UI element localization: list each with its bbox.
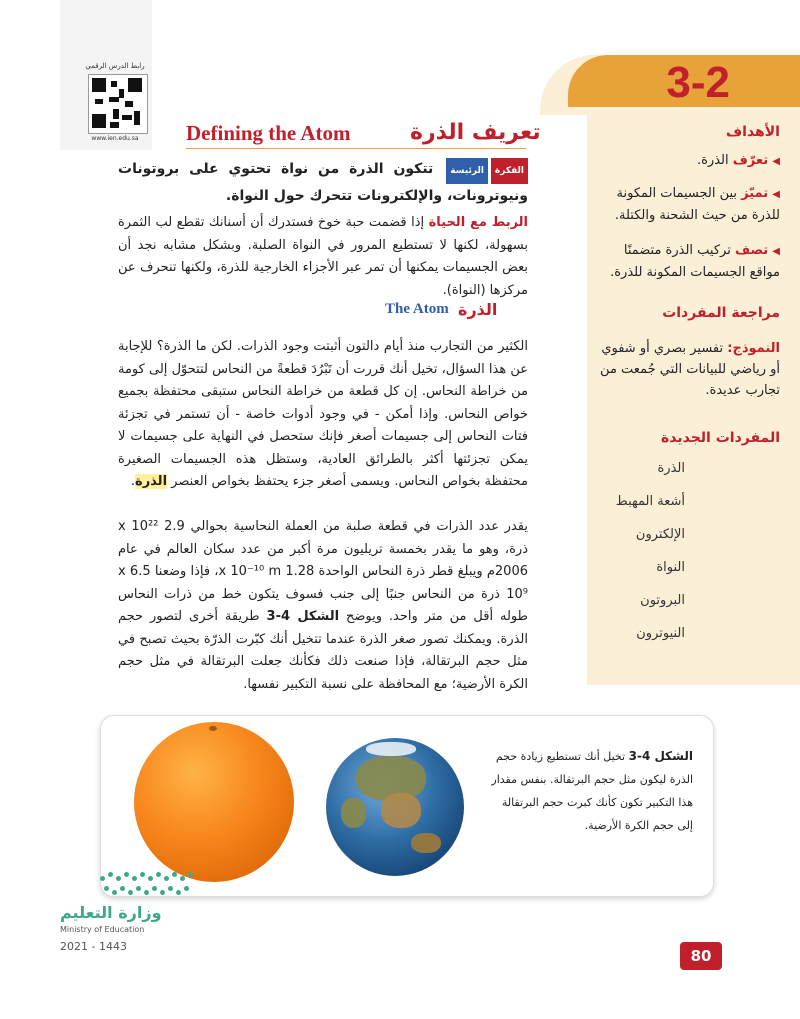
figure-label: الشكل 4-3 — [628, 749, 693, 763]
vocab-item[interactable]: البروتون — [640, 593, 685, 608]
subheading-english: The Atom — [385, 301, 449, 317]
real-world-label: الربط مع الحياة — [428, 215, 528, 230]
highlighted-term-atom: الذرة — [135, 474, 168, 489]
review-vocab-definition — [600, 338, 780, 401]
vocab-item[interactable]: النيوترون — [636, 626, 685, 641]
qr-url: www.ien.edu.sa — [91, 135, 139, 142]
main-idea-text: تتكون الذرة من نواة تحتوي على بروتونات ونيوترونات، والإلكترونات تتحرك حول النواة. — [118, 161, 528, 204]
objective-item — [600, 150, 780, 172]
ministry-name-arabic: وزارة التعليم — [60, 903, 162, 922]
objective-text: بين الجسيمات المكونة للذرة من حيث الشحنة والكتلة. — [614, 186, 780, 223]
section-title-arabic: تعريف الذرة — [410, 120, 541, 145]
real-world-paragraph — [118, 212, 528, 302]
objective-text: تركيب الذرة متضمنًا مواقع الجسيمات المكونة للذرة. — [610, 243, 780, 280]
vocab-item[interactable]: النواة — [656, 560, 685, 575]
ministry-logo-icon — [100, 868, 196, 902]
objective-verb: تصف — [734, 243, 769, 258]
figure-caption — [488, 745, 693, 837]
figure-caption-text: تخيل أنك تستطيع زيادة حجم الذرة ليكون مثل حجم البرتقالة. بنفس مقدار هذا التكبير تكون كأنك كبرت حجم البرتقالة إلى حجم الكرة الأرضية. — [491, 750, 693, 832]
objectives-heading: الأهداف — [725, 124, 780, 140]
review-term: النموذج: — [727, 341, 780, 356]
main-idea — [118, 157, 528, 208]
section-number: 3-2 — [666, 58, 730, 107]
paragraph-text: طريقة أخرى لتصور حجم الذرة. ويمكنك تصور صغر الذرة عندما تتخيل أنك كبّرت الذرّة بحيث تصبح في مثل حجم البرتقالة، فإذا صنعت ذلك فكأنك جعلت البرتقالة في مثل حجم الكرة الأرضية؛ مع المحافظة على نسبة التكبير نفسها. — [118, 609, 528, 692]
vocab-item[interactable]: أشعة المهبط — [615, 494, 685, 509]
objective-item — [600, 240, 780, 283]
subheading-arabic: الذرة — [458, 300, 498, 319]
objective-verb: تميّز — [741, 186, 769, 201]
objective-item — [600, 183, 780, 226]
objective-text: الذرة. — [696, 153, 733, 168]
qr-code[interactable] — [88, 74, 148, 134]
section-title-english: Defining the Atom — [186, 121, 351, 145]
real-world-text: إذا قضمت حبة خوخ فستدرك أن أسنانك تقطع لب الثمرة بسهولة، لكنها لا تستطيع المرور في النواة الصلبة. وبشكل مشابه نجد أن بعض الجسيمات يمكنها أن تمر عبر الأجزاء الخارجية للذرة، ولكنها تنحرف عن مركزها (النواة). — [118, 215, 528, 298]
triangle-bullet-icon: ◀ — [772, 189, 780, 200]
earth-image — [326, 738, 464, 876]
body-paragraph — [118, 336, 528, 494]
vocab-item[interactable]: الإلكترون — [635, 527, 685, 542]
review-def: تفسير بصري أو شفوي أو رياضي للبيانات التي جُمعت من تجارب عديدة. — [600, 341, 780, 398]
objective-verb: تعرّف — [732, 153, 769, 168]
paragraph-text: يقدر عدد الذرات في قطعة صلبة من العملة النحاسية بحوالي 2.9 x 10²² ذرة، وهو ما يقدر بخمسة تريليون مرة أكبر من عدد سكان العالم في عام 2006م ويبلغ قطر ذرة النحاس الواحدة 1.28 x 10⁻¹⁰ m، فإذا وضعنا 6.5 x 10⁹ ذرة من النحاس جنبًا إلى جنب فسوف يتكون خط من ذرات النحاس طوله أقل من متر واحد. ويوضح — [118, 519, 528, 624]
qr-caption: رابط الدرس الرقمي — [85, 62, 145, 70]
title-underline — [186, 148, 526, 149]
figure-reference[interactable]: الشكل 4-3 — [266, 609, 340, 624]
edition-year: 2021 - 1443 — [60, 940, 127, 953]
main-idea-tag-secondary: الرئيسة — [446, 158, 488, 184]
body-paragraph — [118, 516, 528, 696]
triangle-bullet-icon: ◀ — [772, 246, 780, 257]
page-number: 80 — [680, 942, 722, 970]
orange-image — [134, 722, 294, 882]
triangle-bullet-icon: ◀ — [772, 156, 780, 167]
main-idea-tag: الفكرة — [491, 158, 528, 184]
vocab-item[interactable]: الذرة — [657, 461, 685, 476]
paragraph-end: . — [130, 474, 136, 489]
orange-stem — [209, 726, 217, 731]
paragraph-text: الكثير من التجارب منذ أيام دالتون أثبتت وجود الذرات. لكن ما الذرة؟ للإجابة عن هذا السؤال، تخيل أنك قررت أن تَبْرُدَ قطعةً من النحاس لتتحوّل إلى كومة من خراطة النحاس. إن كل قطعة من خراطة النحاس ستبقى محتفظة بجميع خواص النحاس. وإذا أمكن - في وجود أدوات خاصة - أن تستمر في تجزئة فتات النحاس إلى جسيمات أصغر فإنك ستحصل في النهاية على جسيمات لا يمكن تجزئتها أكثر بالطرائق العادية، وستظل هذه الجسيمات الصغيرة محتفظة بخواص النحاس. ويسمى أصغر جزء يحتفظ بخواص العنصر — [118, 339, 528, 489]
new-vocab-heading: المفردات الجديدة — [661, 430, 780, 446]
review-vocab-heading: مراجعة المفردات — [662, 305, 780, 321]
ministry-name-english: Ministry of Education — [60, 925, 145, 934]
